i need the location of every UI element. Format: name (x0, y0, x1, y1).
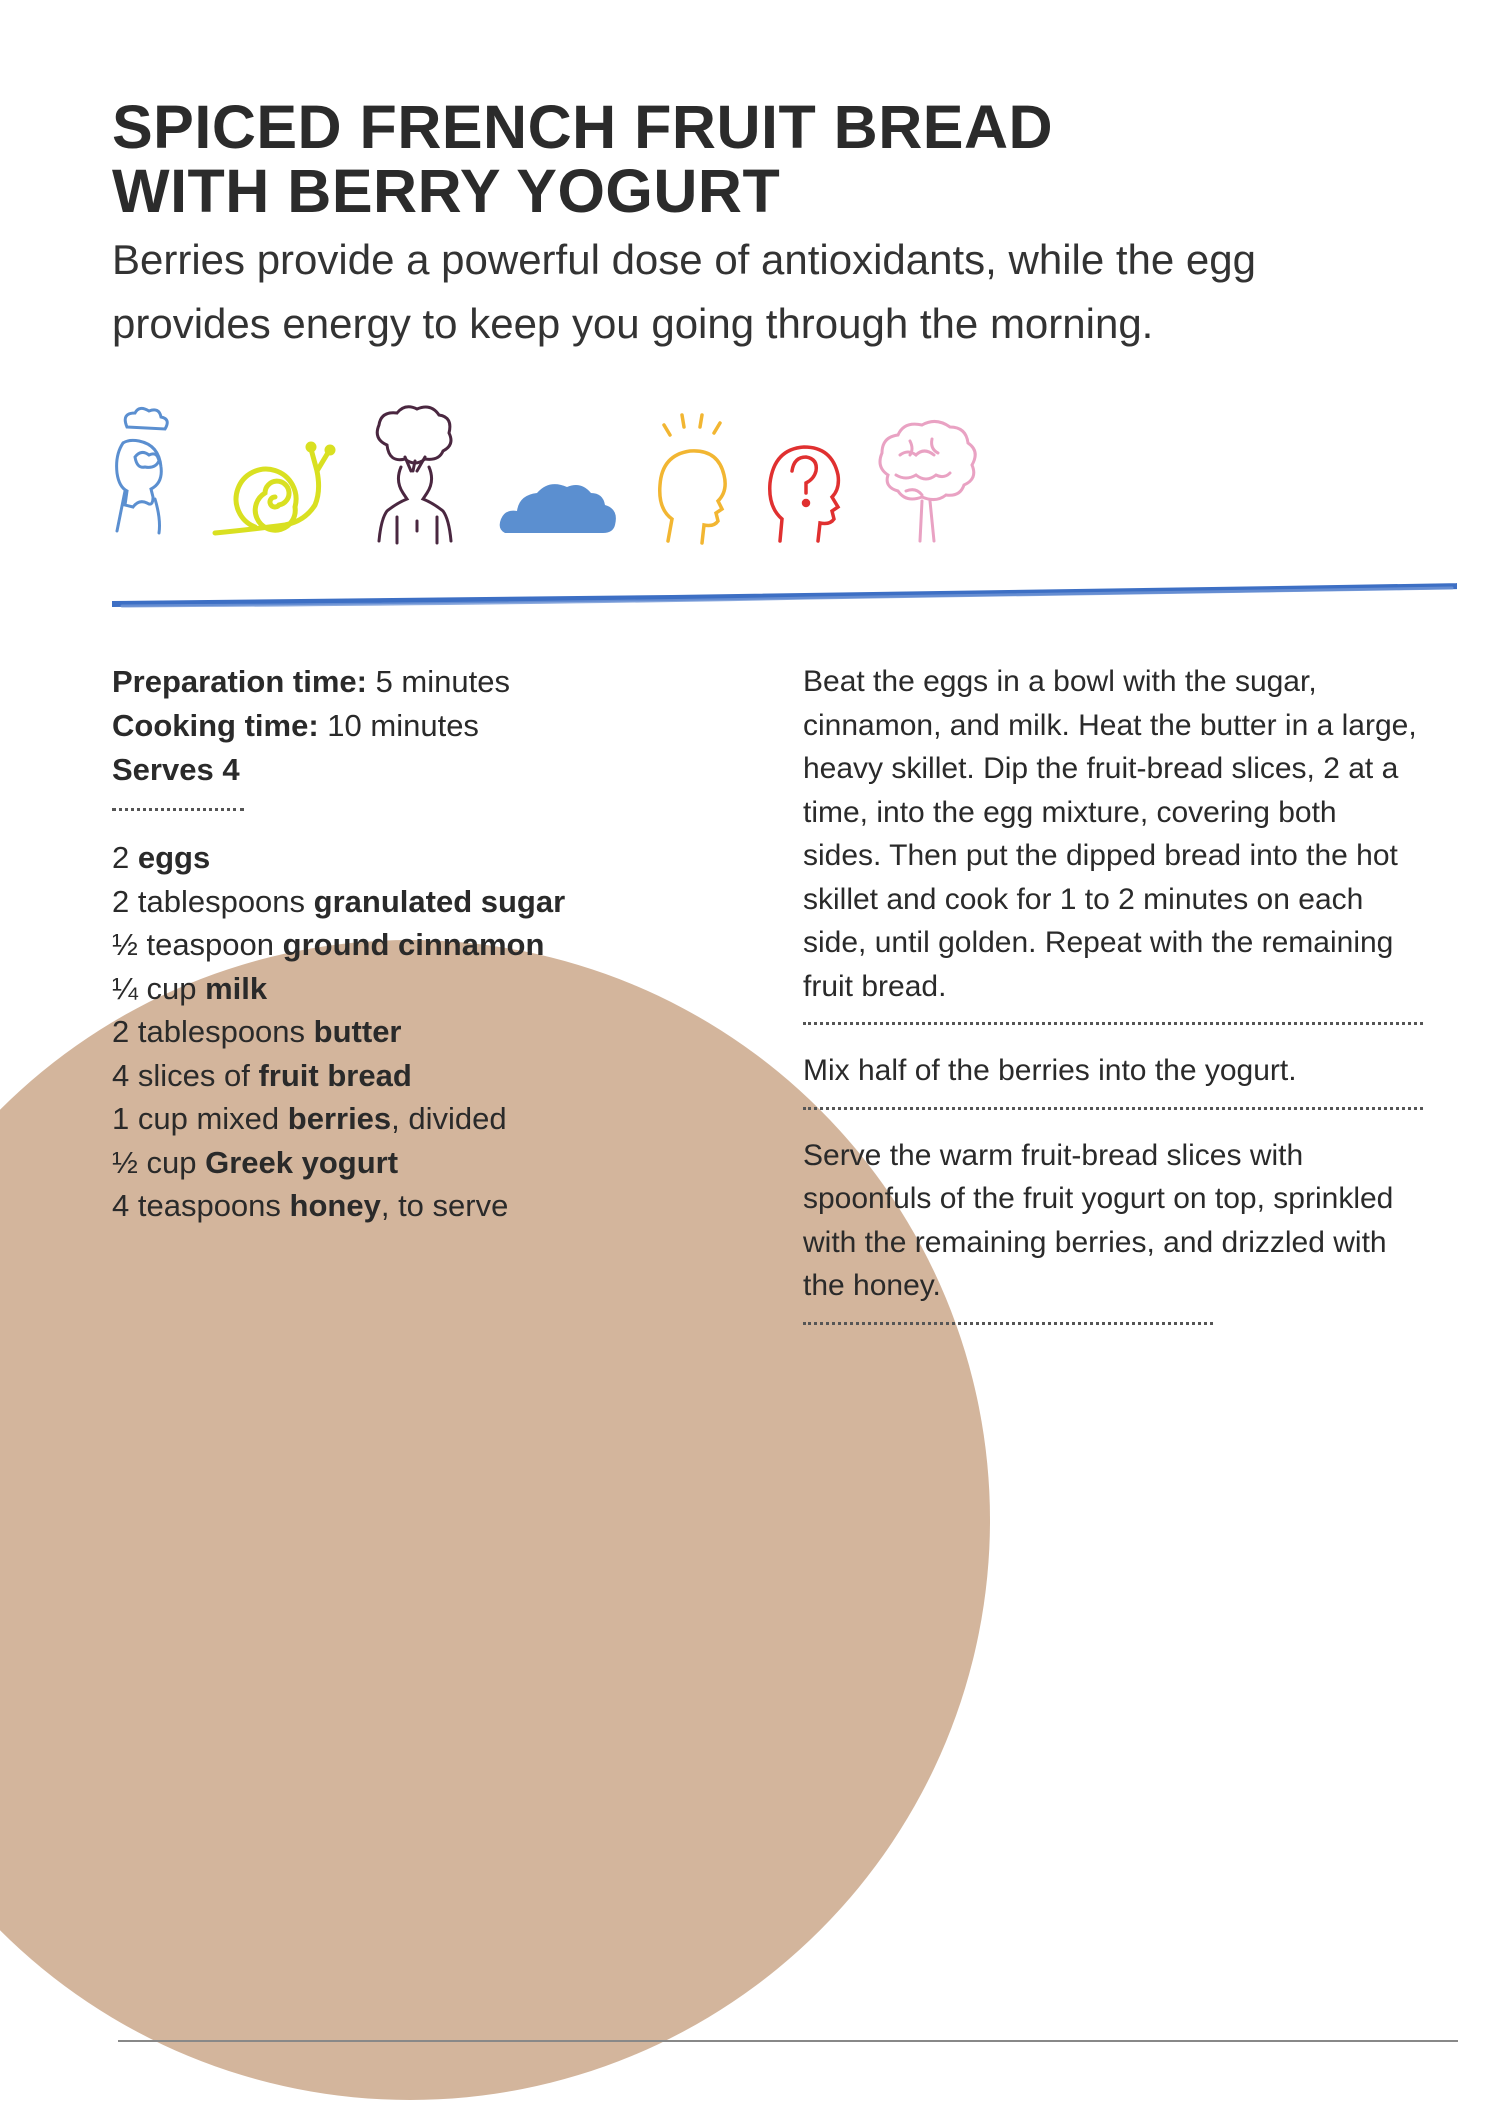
ingredient-item (112, 1184, 762, 1228)
prep-time-label: Preparation time: (112, 664, 367, 699)
ingredient-qty: ½ cup (112, 1144, 197, 1180)
ingredient-name: fruit bread (258, 1057, 412, 1093)
ingredient-name: milk (205, 970, 268, 1006)
recipe-meta (112, 660, 762, 792)
snail-icon (207, 405, 337, 545)
ingredient-item (112, 1141, 762, 1185)
ingredient-item (112, 967, 762, 1011)
blue-divider (112, 578, 1457, 610)
cook-time-value: 10 minutes (327, 708, 479, 743)
lightbulb-head-icon (650, 405, 740, 545)
ingredient-qty: 4 slices of (112, 1057, 250, 1093)
brain-icon (870, 405, 980, 545)
method-step: Serve the warm fruit-bread slices with spoonfuls of the fruit yogurt on top, sprinkled with the remaining berries, and drizzled with the honey. (803, 1138, 1394, 1302)
ingredient-name: berries (287, 1101, 392, 1136)
ingredient-item (112, 1054, 762, 1098)
step-separator (803, 1107, 1423, 1110)
serves-label: Serves 4 (112, 752, 240, 787)
ingredient-item (112, 1097, 762, 1141)
cook-time (112, 704, 762, 748)
method-step: Mix half of the berries into the yogurt. (803, 1054, 1297, 1087)
ingredient-note: , divided (391, 1101, 507, 1136)
subtitle-line-1: Berries provide a powerful dose of antioxidants, while the egg (112, 236, 1257, 283)
ingredient-name: ground cinnamon (282, 927, 545, 962)
prep-time-value: 5 minutes (375, 664, 510, 699)
cook-time-label: Cooking time: (112, 708, 319, 743)
meta-separator (112, 808, 244, 811)
ingredient-name: butter (313, 1014, 402, 1049)
ingredient-qty: 4 teaspoons (112, 1188, 281, 1223)
cloud-icon (495, 405, 625, 545)
question-head-icon (760, 405, 850, 545)
ingredient-qty: ½ teaspoon (112, 927, 275, 962)
ingredient-item (112, 836, 762, 880)
recipe-subtitle (112, 228, 1432, 356)
recipe-title (112, 95, 1412, 223)
prep-time (112, 660, 762, 704)
title-line-2: WITH BERRY YOGURT (112, 157, 781, 225)
bottom-rule (118, 2040, 1458, 2042)
ingredient-list (112, 836, 762, 1228)
ingredient-qty: 2 tablespoons (112, 1014, 306, 1049)
ingredient-item (112, 1010, 762, 1054)
serves (112, 748, 762, 792)
ingredient-qty: 2 tablespoons (112, 883, 306, 919)
ingredient-qty: ¼ cup (112, 970, 197, 1006)
ingredient-item (112, 880, 762, 924)
title-line-1: SPICED FRENCH FRUIT BREAD (112, 93, 1054, 161)
head-cloud-icon (105, 405, 185, 545)
ingredient-note: , to serve (380, 1188, 509, 1223)
tree-head-person-icon (367, 405, 467, 545)
ingredient-item (112, 923, 762, 967)
ingredient-qty: 1 cup mixed (112, 1101, 280, 1136)
step-separator (803, 1022, 1423, 1025)
subtitle-line-2: provides energy to keep you going through the morning. (112, 300, 1154, 347)
ingredient-qty: 2 (112, 840, 130, 875)
ingredient-name: honey (289, 1188, 381, 1223)
icon-strip (105, 405, 1005, 550)
ingredient-name: granulated sugar (313, 883, 566, 919)
method-steps (803, 660, 1423, 1349)
method-step: Beat the eggs in a bowl with the sugar, cinnamon, and milk. Heat the butter in a large, heavy skillet. Dip the fruit-bread slices, 2 at a time, into the egg mixture, covering both sides. Then put the dipped bread into the hot skillet and cook for 1 to 2 minutes on each side, until golden. Repeat with the remaining fruit bread. (803, 665, 1417, 1003)
ingredient-name: eggs (137, 840, 211, 875)
ingredient-name: Greek yogurt (205, 1144, 399, 1180)
step-separator (803, 1322, 1213, 1325)
